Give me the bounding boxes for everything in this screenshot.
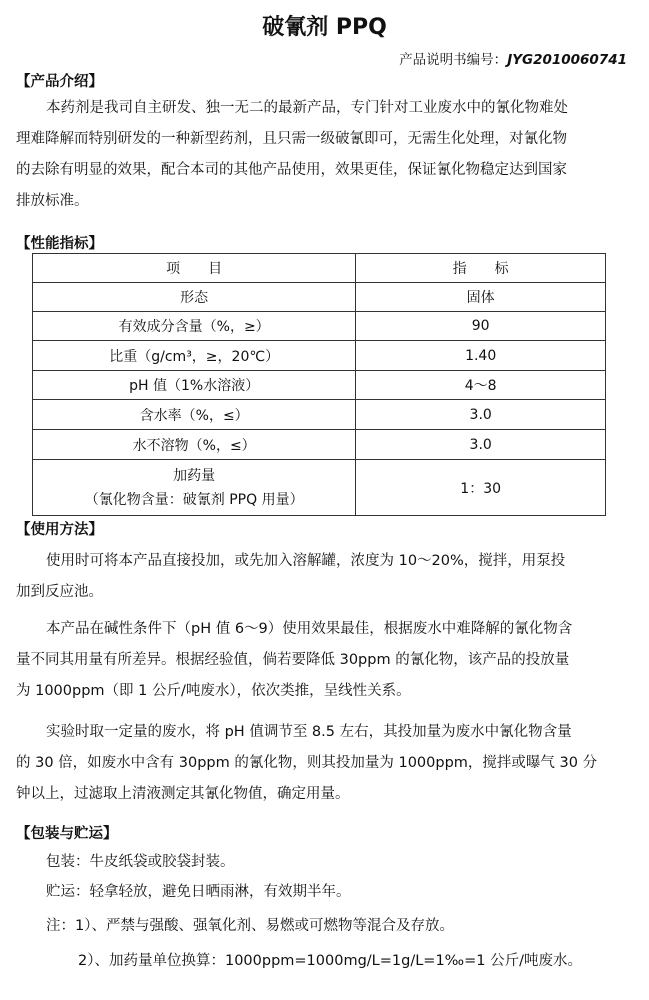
usage-line: 钟以上，过滤取上清液测定其氰化物值，确定用量。 <box>16 786 350 802</box>
doc-number <box>399 48 627 68</box>
intro-paragraph <box>16 93 616 217</box>
spec-value-dosage: 1：30 <box>356 460 606 516</box>
intro-line: 本药剂是我司自主研发、独一无二的最新产品，专门针对工业废水中的氰化物难处 <box>46 100 568 116</box>
table-row <box>33 312 606 341</box>
spec-value: 3.0 <box>356 430 606 460</box>
usage-paragraph <box>16 717 616 810</box>
usage-line: 量不同其用量有所差异。根据经验值，倘若要降低 30ppm 的氰化物，该产品的投放量 <box>16 652 570 668</box>
note-2: 2）、加药量单位换算：1000ppm=1000mg/L=1g/L=1‰=1 公斤/吨废水。 <box>78 953 582 969</box>
spec-item-dosage <box>33 460 356 516</box>
spec-value: 固体 <box>356 283 606 312</box>
doc-number-label: 产品说明书编号： <box>399 52 508 68</box>
table-row <box>33 371 606 400</box>
table-row <box>33 341 606 371</box>
spec-item: pH 值（1%水溶液） <box>33 371 356 400</box>
spec-table-header-row <box>33 254 606 283</box>
spec-item: 水不溶物（%，≤） <box>33 430 356 460</box>
dosage-ratio-label: （氰化物含量：破氰剂 PPQ 用量） <box>84 491 304 508</box>
spec-value: 3.0 <box>356 400 606 430</box>
usage-paragraph <box>16 546 616 608</box>
table-row-dosage <box>33 460 606 516</box>
table-row <box>33 400 606 430</box>
spec-item: 有效成分含量（%，≥） <box>33 312 356 341</box>
usage-line: 实验时取一定量的废水，将 pH 值调节至 8.5 左右，其投加量为废水中氰化物含量 <box>46 724 572 740</box>
intro-line: 的去除有明显的效果，配合本司的其他产品使用，效果更佳，保证氰化物稳定达到国家 <box>16 162 567 178</box>
usage-line: 本产品在碱性条件下（pH 值 6～9）使用效果最佳，根据废水中难降解的氰化物含 <box>46 621 573 637</box>
usage-line: 加到反应池。 <box>16 584 103 600</box>
usage-line: 使用时可将本产品直接投加，或先加入溶解罐，浓度为 10～20%，搅拌，用泵投 <box>46 553 566 569</box>
section-usage-heading: 【使用方法】 <box>16 522 103 538</box>
document-title: 破氰剂 PPQ <box>262 15 387 40</box>
intro-line: 排放标准。 <box>16 193 89 209</box>
spec-value: 90 <box>356 312 606 341</box>
spec-value: 1.40 <box>356 341 606 371</box>
spec-value: 4～8 <box>356 371 606 400</box>
intro-line: 理难降解而特别研发的一种新型药剂，且只需一级破氰即可，无需生化处理，对氰化物 <box>16 131 567 147</box>
section-packaging-heading: 【包装与贮运】 <box>16 826 118 842</box>
usage-line: 为 1000ppm（即 1 公斤/吨废水），依次类推，呈线性关系。 <box>16 683 411 699</box>
doc-number-code: JYG2010060741 <box>507 52 627 68</box>
packaging-line: 包装：牛皮纸袋或胶袋封装。 <box>46 854 235 870</box>
spec-item: 比重（g/cm³，≥，20℃） <box>33 341 356 371</box>
note-1: 注：1）、严禁与强酸、强氧化剂、易燃或可燃物等混合及存放。 <box>46 918 454 934</box>
section-intro-heading: 【产品介绍】 <box>16 74 103 90</box>
usage-paragraph <box>16 614 616 707</box>
spec-header-item: 项 目 <box>33 254 356 283</box>
spec-item: 含水率（%，≤） <box>33 400 356 430</box>
section-specs-heading: 【性能指标】 <box>16 236 103 252</box>
table-row <box>33 430 606 460</box>
spec-table <box>32 253 606 516</box>
spec-item: 形态 <box>33 283 356 312</box>
transport-line: 贮运：轻拿轻放，避免日晒雨淋，有效期半年。 <box>46 884 351 900</box>
dosage-label: 加药量 <box>173 467 216 484</box>
usage-line: 的 30 倍，如废水中含有 30ppm 的氰化物，则其投加量为 1000ppm，搅拌或曝气 30 分 <box>16 755 598 771</box>
spec-header-value: 指 标 <box>356 254 606 283</box>
table-row <box>33 283 606 312</box>
